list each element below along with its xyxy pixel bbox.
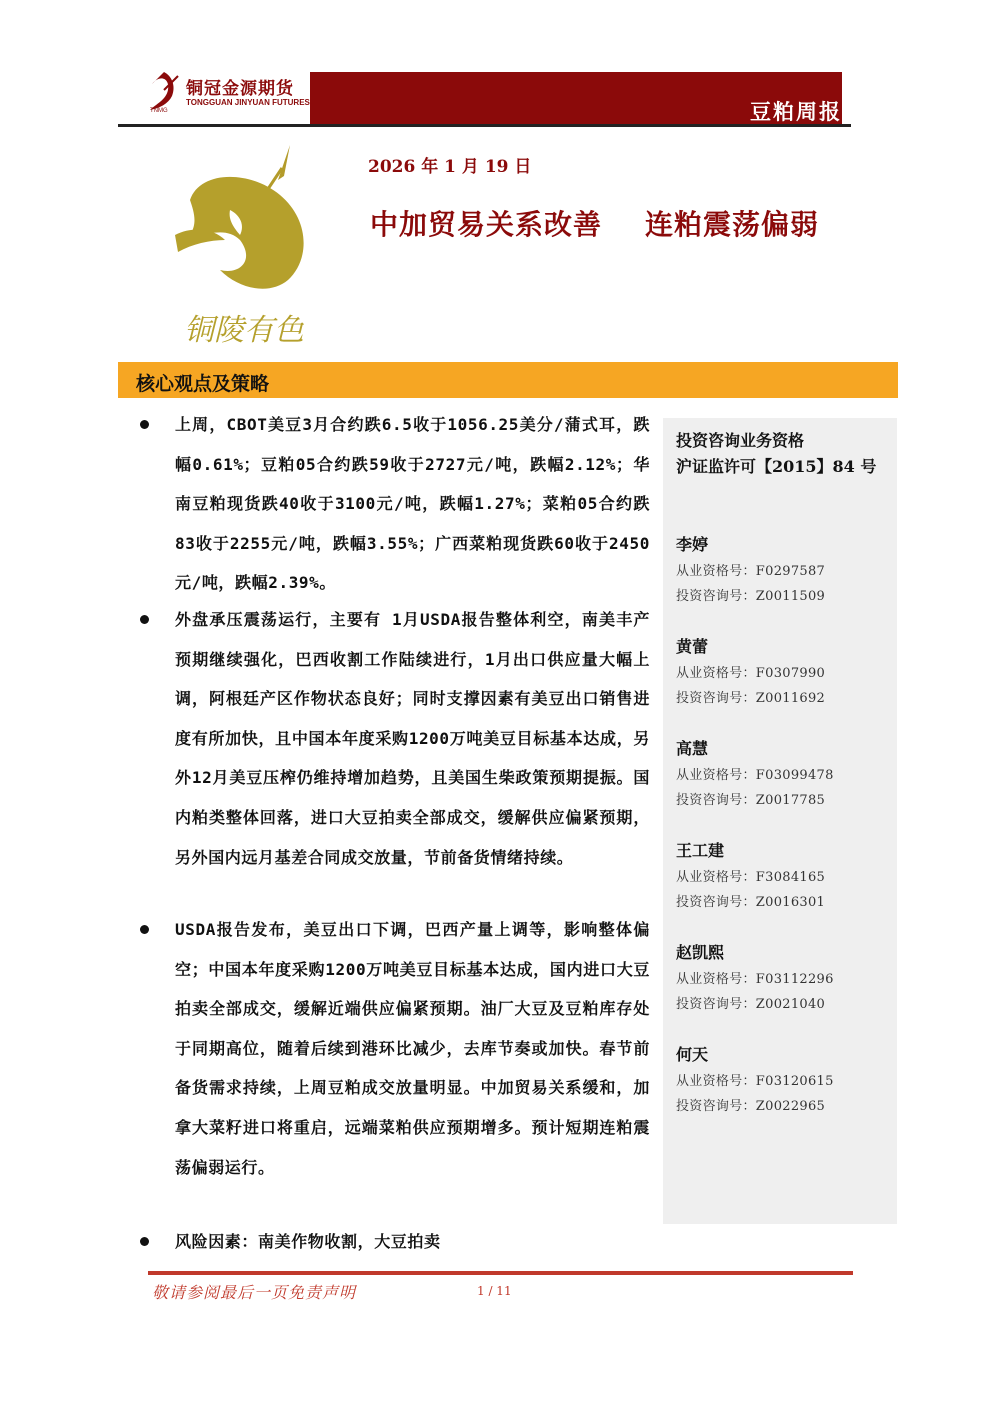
section-title: 核心观点及策略 xyxy=(136,373,270,395)
bullet-icon xyxy=(140,1237,149,1246)
analyst-advisory-id: 投资咨询号：Z0011509 xyxy=(676,589,826,604)
analyst-name: 赵凯熙 xyxy=(676,943,725,962)
analyst-practice-id: 从业资格号：F03112296 xyxy=(676,972,834,987)
bullet-paragraph: 外盘承压震荡运行，主要有 1月USDA报告整体利空，南美丰产预期继续强化，巴西收割工作陆续进行，1月出口供应量大幅上调，阿根廷产区作物状态良好；同时支撑因素有美豆出口销售进度有所加快，且中国本年度采购1200万吨美豆目标基本达成，另外12月美豆压榨仍维持增加趋势，且美国生柴政策预期提振。国内粕类整体回落，进口大豆拍卖全部成交，缓解供应偏紧预期，另外国内远月基差合同成交放量，节前备货情绪持续。 xyxy=(175,610,650,867)
analyst-name: 何天 xyxy=(676,1045,709,1064)
report-title: 中加贸易关系改善 连粕震荡偏弱 xyxy=(370,208,819,241)
bullet-icon xyxy=(140,615,149,624)
footer-divider xyxy=(148,1271,853,1275)
analyst-advisory-id: 投资咨询号：Z0017785 xyxy=(676,793,826,808)
qualification-line: 投资咨询业务资格 xyxy=(676,431,805,450)
analyst-advisory-id: 投资咨询号：Z0011692 xyxy=(676,691,826,706)
analyst-practice-id: 从业资格号：F0297587 xyxy=(676,564,826,579)
analyst-practice-id: 从业资格号：F03120615 xyxy=(676,1074,834,1089)
emblem-icon xyxy=(170,140,320,355)
bullet-icon xyxy=(140,420,149,429)
bullet-icon xyxy=(140,925,149,934)
analyst-name: 黄蕾 xyxy=(676,637,709,656)
report-type-label: 豆粕周报 xyxy=(750,99,842,124)
analyst-practice-id: 从业资格号：F0307990 xyxy=(676,666,826,681)
company-name-cn: 铜冠金源期货 xyxy=(186,79,294,99)
analyst-advisory-id: 投资咨询号：Z0022965 xyxy=(676,1099,826,1114)
footer-disclaimer: 敬请参阅最后一页免责声明 xyxy=(152,1283,357,1302)
bullet-paragraph: 上周，CBOT美豆3月合约跌6.5收于1056.25美分/蒲式耳，跌幅0.61%；豆粕05合约跌59收于2727元/吨，跌幅2.12%；华南豆粕现货跌40收于3100元/吨，跌幅1.27%；菜粕05合约跌83收于2255元/吨，跌幅3.55%；广西菜粕现货跌60收于2450元/吨，跌幅2.39%。 xyxy=(175,415,650,593)
company-name-en: TONGGUAN JINYUAN FUTURES xyxy=(186,98,310,107)
report-date: 2026 年 1 月 19 日 xyxy=(368,157,532,177)
analyst-practice-id: 从业资格号：F3084165 xyxy=(676,870,826,885)
analyst-advisory-id: 投资咨询号：Z0021040 xyxy=(676,997,826,1012)
bullet-paragraph: 风险因素：南美作物收割，大豆拍卖 xyxy=(175,1232,441,1251)
analyst-advisory-id: 投资咨询号：Z0016301 xyxy=(676,895,826,910)
analyst-name: 李婷 xyxy=(676,535,709,554)
analyst-practice-id: 从业资格号：F03099478 xyxy=(676,768,834,783)
page-number: 1 / 11 xyxy=(477,1284,512,1298)
company-abbr: TNMG xyxy=(150,108,168,114)
emblem-caption: 铜陵有色 xyxy=(184,313,304,348)
analyst-name: 王工建 xyxy=(676,841,725,860)
analyst-name: 高慧 xyxy=(676,739,709,758)
license-line: 沪证监许可【2015】84 号 xyxy=(676,457,877,476)
bullet-paragraph: USDA报告发布，美豆出口下调，巴西产量上调等，影响整体偏空；中国本年度采购1200万吨美豆目标基本达成，国内进口大豆拍卖全部成交，缓解近端供应偏紧预期。油厂大豆及豆粕库存处于同期高位，随着后续到港环比减少，去库节奏或加快。春节前备货需求持续，上周豆粕成交放量明显。中加贸易关系缓和，加拿大菜籽进口将重启，远端菜粕供应预期增多。预计短期连粕震荡偏弱运行。 xyxy=(175,920,650,1177)
